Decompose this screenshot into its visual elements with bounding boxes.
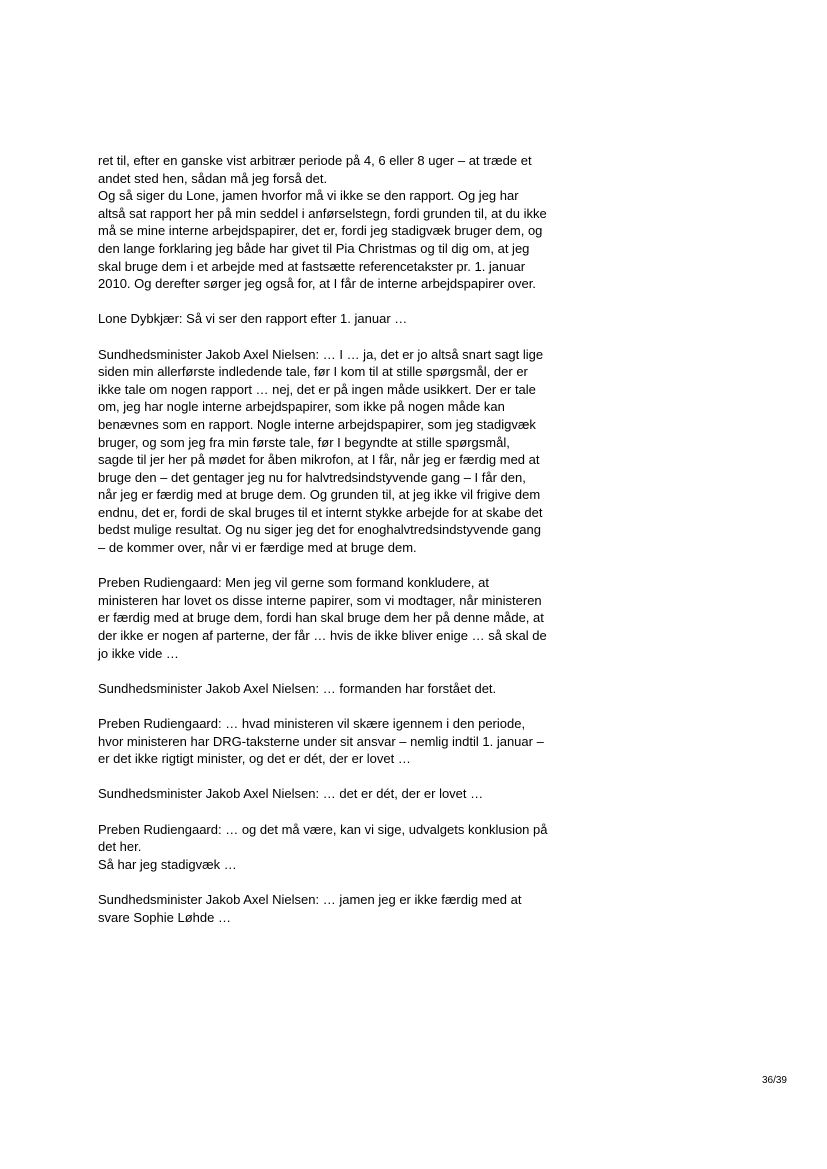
text-line: Sundhedsminister Jakob Axel Nielsen: … jamen jeg er ikke færdig med at <box>98 891 522 907</box>
paragraph <box>98 715 588 768</box>
paragraph <box>98 187 588 293</box>
text-line: benævnes som en rapport. Nogle interne arbejdspapirer, som jeg stadigvæk <box>98 416 536 432</box>
text-line: Preben Rudiengaard: … hvad ministeren vil skære igennem i den periode, <box>98 716 526 731</box>
paragraph <box>98 856 588 874</box>
text-line: bedst mulige resultat. Og nu siger jeg det for enoghalvtredsindstyvende gang <box>98 522 541 538</box>
text-line: Lone Dybkjær: Så vi ser den rapport efter 1. januar … <box>98 311 408 327</box>
text-line: andet sted hen, sådan må jeg forså det. <box>98 170 328 186</box>
text-line: ikke tale om nogen rapport … nej, det er på ingen måde usikkert. Der er tale <box>98 381 536 397</box>
text-line: Sundhedsminister Jakob Axel Nielsen: … formanden har forstået det. <box>98 680 497 696</box>
text-line: Sundhedsminister Jakob Axel Nielsen: … I … ja, det er jo altså snart sagt lige <box>98 346 544 362</box>
text-line: Preben Rudiengaard: … og det må være, kan vi sige, udvalgets konklusion på <box>98 821 548 837</box>
page-number: 36/39 <box>761 1075 787 1086</box>
text-line: Og så siger du Lone, jamen hvorfor må vi ikke se den rapport. Og jeg har <box>98 188 519 204</box>
text-line: der ikke er nogen af parterne, der får … hvis de ikke bliver enige … så skal de <box>98 628 547 644</box>
text-line: ret til, efter en ganske vist arbitrær periode på 4, 6 eller 8 uger – at træde et <box>98 153 532 168</box>
text-line: sagde til jer her på mødet for åben mikrofon, at I får, når jeg er færdig med at <box>98 452 540 468</box>
paragraph <box>98 152 588 187</box>
text-line: – de kommer over, når vi er færdige med at bruge dem. <box>98 540 417 556</box>
text-line: 2010. Og derefter sørger jeg også for, at I får de interne arbejdspapirer over. <box>98 276 536 292</box>
text-line: endnu, det er, fordi de skal bruges til et internt stykke arbejde for at skabe det <box>98 504 543 520</box>
paragraph <box>98 680 588 698</box>
text-line: om, jeg har nogle interne arbejdspapirer, som ikke på nogen måde kan <box>98 399 505 415</box>
paragraph <box>98 346 588 557</box>
text-line: ministeren har lovet os disse interne papirer, som vi modtager, når ministeren <box>98 592 542 608</box>
text-line: må se mine interne arbejdspapirer, det er, fordi jeg stadigvæk bruger dem, og <box>98 223 543 239</box>
text-line: hvor ministeren har DRG-taksterne under sit ansvar – nemlig indtil 1. januar – <box>98 733 544 749</box>
document-body <box>98 152 588 944</box>
text-line: Så har jeg stadigvæk … <box>98 856 237 872</box>
paragraph <box>98 821 588 856</box>
text-line: den lange forklaring jeg både har givet til Pia Christmas og til dig om, at jeg <box>98 240 530 256</box>
text-line: det her. <box>98 839 142 855</box>
text-line: Sundhedsminister Jakob Axel Nielsen: … det er dét, der er lovet … <box>98 786 484 802</box>
text-line: Preben Rudiengaard: Men jeg vil gerne som formand konkludere, at <box>98 575 489 591</box>
text-line: bruger, og som jeg fra min første tale, før I begyndte at stille spørgsmål, <box>98 434 510 450</box>
paragraph <box>98 891 588 926</box>
paragraph <box>98 310 588 328</box>
text-line: siden min allerførste indledende tale, før I kom til at stille spørgsmål, der er <box>98 364 528 380</box>
text-line: altså sat rapport her på min seddel i anførselstegn, fordi grunden til, at du ikke <box>98 205 547 221</box>
text-line: bruge den – det gentager jeg nu for halvtredsindstyvende gang – I får den, <box>98 469 526 485</box>
paragraph <box>98 574 588 662</box>
text-line: er det ikke rigtigt minister, og det er dét, der er lovet … <box>98 751 411 767</box>
text-line: skal bruge dem i et arbejde med at fastsætte referencetakster pr. 1. januar <box>98 258 526 274</box>
text-line: jo ikke vide … <box>98 645 179 661</box>
paragraph <box>98 785 588 803</box>
text-line: er færdig med at bruge dem, fordi han skal bruge dem her på denne måde, at <box>98 610 544 626</box>
text-line: svare Sophie Løhde … <box>98 909 231 925</box>
text-line: når jeg er færdig med at bruge dem. Og grunden til, at jeg ikke vil frigive dem <box>98 487 541 503</box>
